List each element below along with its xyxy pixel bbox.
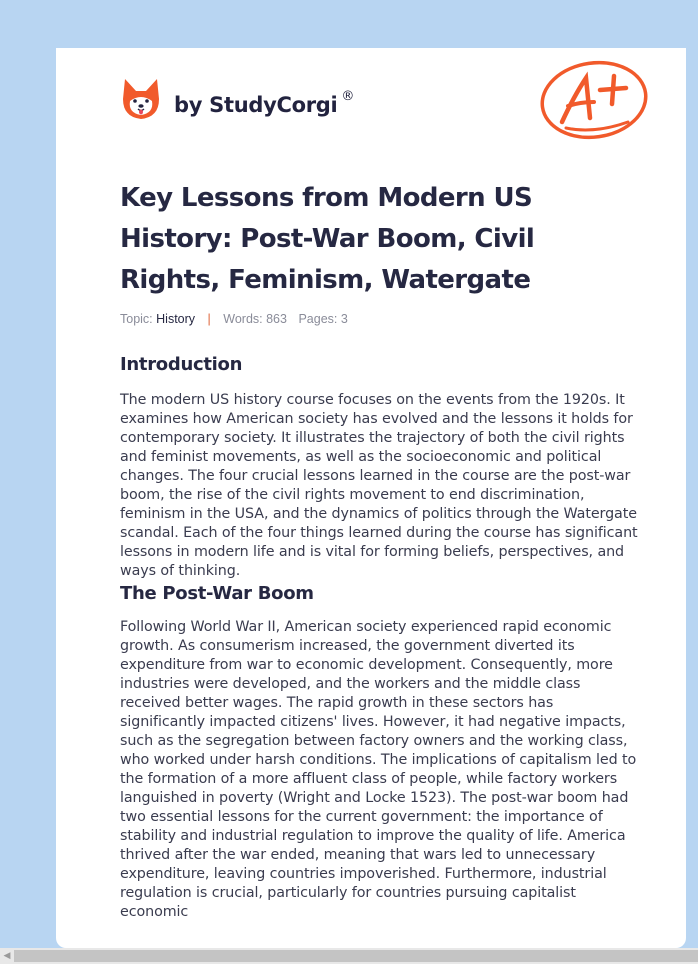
topic-label: Topic: (120, 312, 153, 326)
article-body (120, 353, 640, 922)
document-card (56, 48, 686, 948)
a-plus-grade-icon (538, 58, 650, 146)
brand-text: by StudyCorgi (174, 93, 338, 117)
scrollbar-thumb[interactable] (14, 950, 698, 962)
page-title: Key Lessons from Modern US History: Post-War Boom, Civil Rights, Feminism, Watergate (120, 183, 535, 295)
horizontal-scrollbar[interactable] (0, 948, 698, 964)
article-meta (120, 312, 348, 326)
studycorgi-logo[interactable] (122, 76, 354, 122)
corgi-logo-icon (122, 77, 160, 121)
word-count: Words: 863 (223, 312, 287, 326)
section-body-introduction: The modern US history course focuses on the events from the 1920s. It examines how American society has evolved and the lessons it holds for contemporary society. It illustrates the trajectory of both the civil rights and feminist movements, as well as the socioeconomic and political changes. The four crucial lessons learned in the course are the post-war boom, the rise of the civil rights movement to end discrimination, feminism in the USA, and the dynamics of politics through the Watergate scandal. Each of the four things learned during the course has significant lessons in modern life and is vital for forming beliefs, perspectives, and ways of thinking. (120, 392, 638, 579)
section-heading-post-war-boom: The Post-War Boom (120, 583, 314, 604)
section-body-post-war-boom: Following World War II, American society experienced rapid economic growth. As consumerism increased, the government diverted its expenditure from war to economic development. Consequently, more industries were developed, and the workers and the middle class received better wages. The rapid growth in these sectors has significantly impacted citizens' lives. However, it had negative impacts, such as the segregation between factory owners and the working class, who worked under harsh conditions. The implications of capitalism led to the formation of a more affluent class of people, while factory workers languished in poverty (Wright and Locke 1523). The post-war boom had two essential lessons for the current government: the importance of stability and industrial regulation to improve the quality of life. America thrived after the war ended, meaning that wars led to unnecessary expenditure, leaving countries impoverished. Furthermore, industrial regulation is crucial, particularly for countries pursuing capitalist economic (120, 619, 637, 920)
section-heading-introduction: Introduction (120, 354, 243, 375)
scroll-left-arrow-icon[interactable]: ◀ (3, 951, 11, 961)
brand-name (174, 89, 355, 117)
registered-mark: ® (341, 89, 355, 104)
meta-separator: | (207, 312, 211, 326)
topic-link[interactable]: History (156, 312, 196, 326)
page-count: Pages: 3 (298, 312, 348, 326)
